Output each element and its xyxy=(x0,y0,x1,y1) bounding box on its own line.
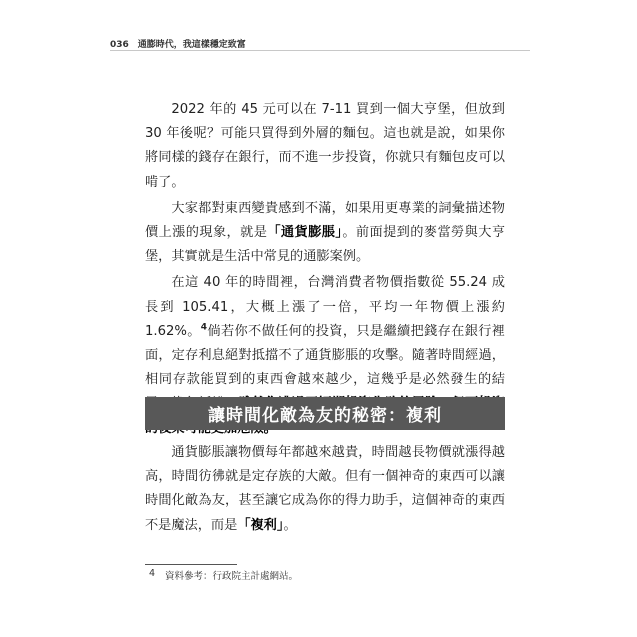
term-compound-interest: 「複利」 xyxy=(237,517,284,533)
paragraph-3-text-a: 在這 40 年的時間裡，台灣消費者物價指數從 55.24 成長到 105.41，大概上漲了一倍，平均一年物價上漲約 1.62%。 xyxy=(145,275,505,339)
paragraph-2-text-b: 。前面提到的麥當勞與大亨堡，其實就是生活中常見的通膨案例。 xyxy=(145,225,506,265)
paragraph-2-text-a: 大家都對東西變貴感到不滿，如果用更專業的詞彙描述物價上漲的現象，就是 xyxy=(145,200,505,241)
running-title: 通膨時代，我這樣穩定致富 xyxy=(137,40,246,50)
footnote-rule xyxy=(145,564,237,565)
paragraph-4-text-b: 。 xyxy=(283,517,297,533)
page-number: 036 xyxy=(110,40,129,50)
paragraph-3-text-b: 倘若你不做任何的投資，只是繼續把錢存在銀行裡面，定存利息絕對抵擋不了通貨膨脹的攻擊。隨著時間經過，相同存款能買到的東西會越來越少，這幾乎是必然發生的結 xyxy=(145,323,505,388)
body-text-section-2 xyxy=(145,441,505,538)
section-heading-band xyxy=(145,397,505,430)
footnote xyxy=(149,568,298,582)
section-heading: 讓時間化敵為友的秘密：複利 xyxy=(208,406,442,426)
footnote-number: 4 xyxy=(149,568,156,579)
footnote-reference: 4 xyxy=(200,322,208,333)
footnote-text: 資料參考：行政院主計處網站。 xyxy=(165,571,299,582)
paragraph-4-text-a: 通貨膨脹讓物價每年都越來越貴，時間越長物價就漲得越高，時間彷彿就是定存族的大敵。但有一個神奇的東西可以讓時間化敵為友，甚至讓它成為你的得力助手，這個神奇的東西不是魔法，而是 xyxy=(145,445,505,533)
term-inflation: 「通貨膨脹」 xyxy=(267,225,343,241)
running-header xyxy=(110,37,246,50)
paragraph-4 xyxy=(145,441,505,538)
paragraph-1: 2022 年的 45 元可以在 7-11 買到一個大亨堡，但放到 30 年後呢？可能只買得到外層的麵包。這也就是說，如果你將同樣的錢存在銀行，而不進一步投資，你就只有麵包皮可以啃了。 xyxy=(145,102,505,190)
body-text-section-1 xyxy=(145,98,505,441)
paragraph-2 xyxy=(145,197,505,270)
header-rule xyxy=(110,50,530,51)
